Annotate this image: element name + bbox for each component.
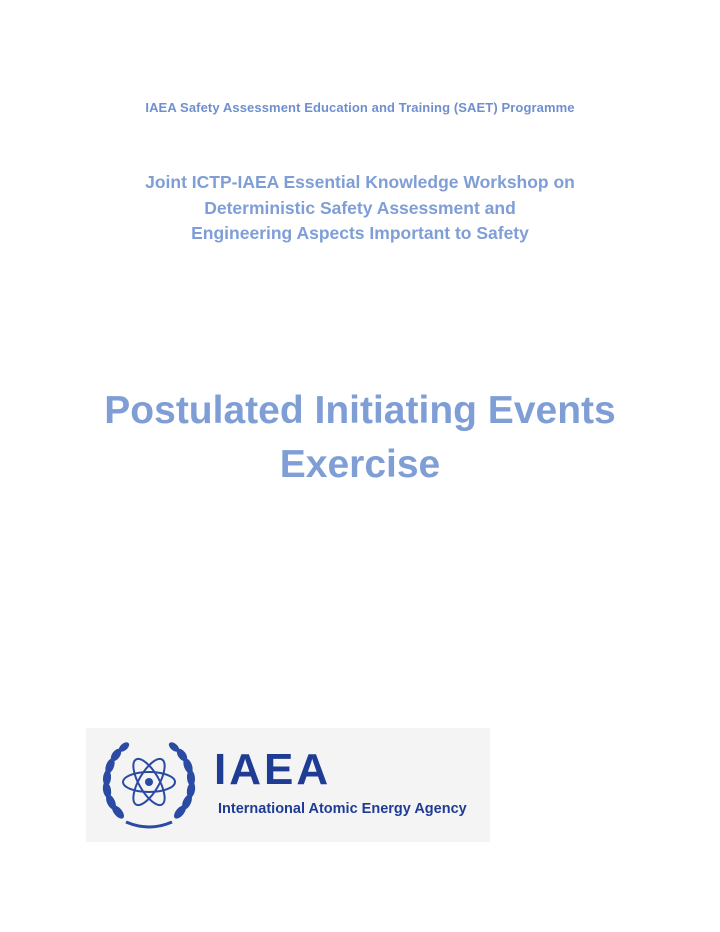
logo-acronym: IAEA (214, 745, 332, 794)
workshop-title-line-2: Deterministic Safety Assessment and (204, 197, 516, 218)
iaea-logo (86, 728, 490, 842)
workshop-title (0, 170, 720, 247)
workshop-title-line-1: Joint ICTP-IAEA Essential Knowledge Workshop on (145, 172, 575, 192)
document-title-line-1: Postulated Initiating Events (104, 389, 616, 432)
document-title (0, 384, 720, 492)
document-title-line-2: Exercise (279, 443, 441, 486)
logo-full-name: International Atomic Energy Agency (218, 801, 467, 817)
workshop-title-line-3: Engineering Aspects Important to Safety (191, 223, 529, 243)
programme-line: IAEA Safety Assessment Education and Training (SAET) Programme (145, 100, 575, 115)
atom-laurel-emblem-icon (96, 734, 202, 834)
